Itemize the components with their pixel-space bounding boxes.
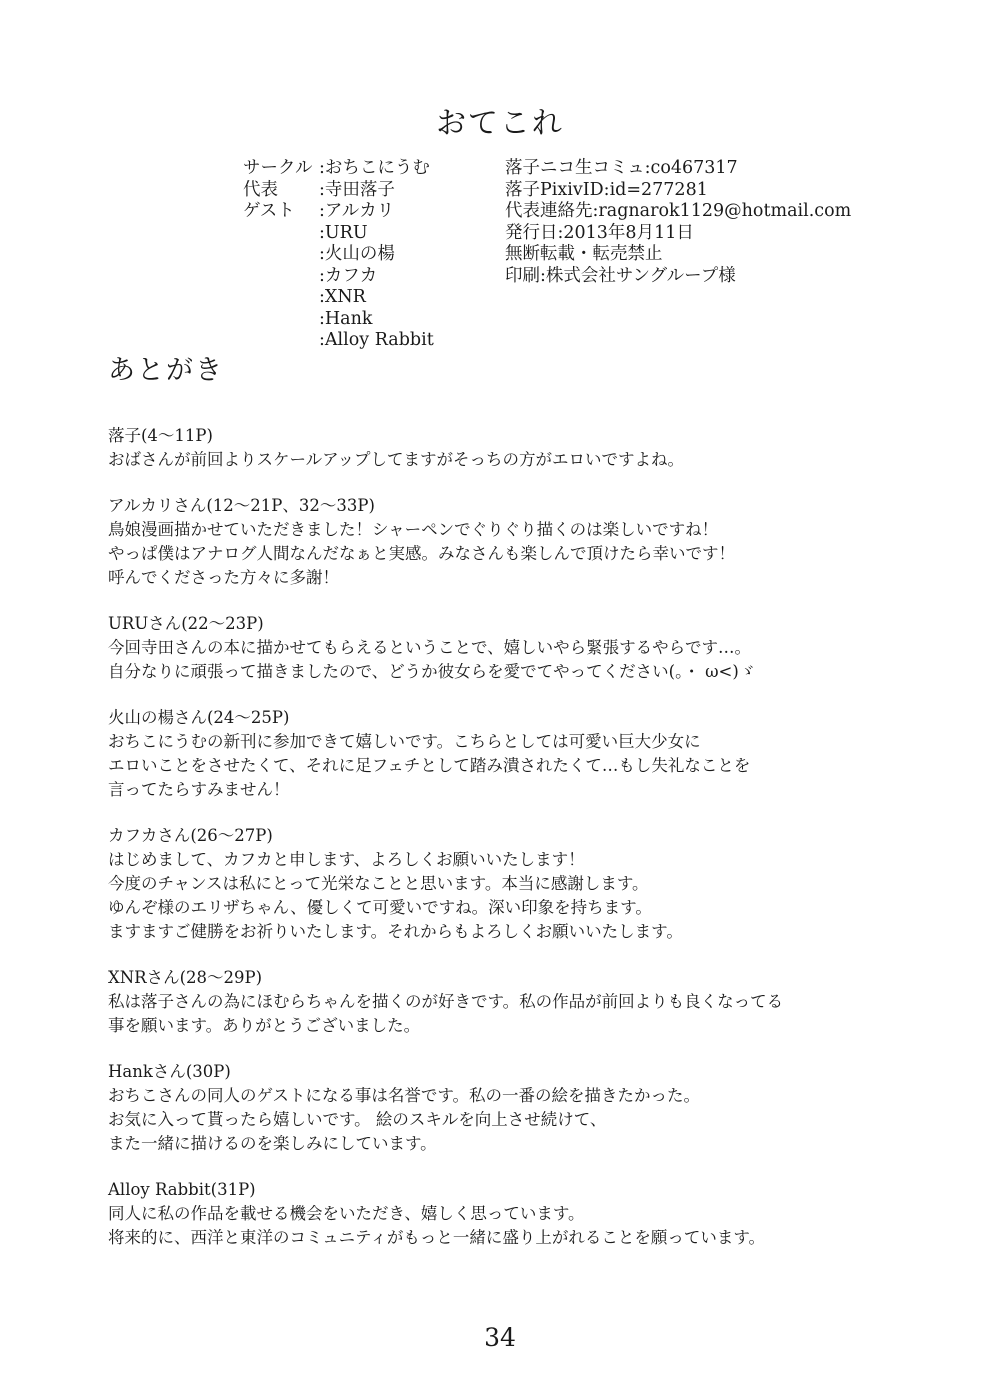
colophon-info-line: 代表連絡先:ragnarok1129@hotmail.com — [505, 201, 852, 221]
colophon-row — [243, 180, 505, 202]
afterword-entry — [108, 1060, 928, 1156]
colophon-row — [243, 244, 505, 266]
colophon-row — [243, 287, 505, 309]
colophon-value: URU — [324, 222, 368, 243]
afterword-entry-line: はじめまして、カフカと申します、よろしくお願いいたします！ — [108, 850, 585, 869]
colophon-info-line: 無断転載・転売禁止 — [505, 244, 663, 264]
afterword-entry-line: 言ってたらすみません！ — [108, 780, 290, 799]
afterword-entry — [108, 966, 928, 1038]
afterword-entry — [108, 424, 928, 472]
colophon-value: 寺田落子 — [324, 179, 395, 200]
afterword-entry-line: 将来的に、西洋と東洋のコミュニティがもっと一緒に盛り上がれることを願っています。 — [108, 1228, 766, 1247]
afterword-entry-line: エロいことをさせたくて、それに足フェチとして踏み潰されたくて…もし失礼なことを — [108, 756, 751, 775]
afterword-entry-line: 事を願います。ありがとうございました。 — [108, 1016, 421, 1035]
afterword-entry-line: 今回寺田さんの本に描かせてもらえるということで、嬉しいやら緊張するやらです…。 — [108, 638, 752, 657]
afterword-entry — [108, 706, 928, 802]
afterword-entry-line: 呼んでくださった方々に多謝！ — [108, 568, 339, 587]
afterword-entry-line: おばさんが前回よりスケールアップしてますがそっちの方がエロいですよね。 — [108, 450, 685, 469]
colophon-value: アルカリ — [324, 201, 395, 221]
page-number: 34 — [484, 1323, 516, 1352]
colophon-row — [243, 223, 505, 245]
afterword-entry-title: カフカさん(26〜27P) — [108, 826, 273, 845]
afterword-entry-line: また一緒に描けるのを楽しみにしています。 — [108, 1134, 437, 1153]
colophon-value: おちこにうむ — [324, 158, 430, 178]
colophon-left-column — [243, 158, 505, 352]
afterword-entry-line: やっぱ僕はアナログ人間なんだなぁと実感。みなさんも楽しんで頂けたら幸いです！ — [108, 544, 735, 563]
afterword-entry-line: 私は落子さんの為にほむらちゃんを描くのが好きです。私の作品が前回よりも良くなってる — [108, 992, 784, 1011]
colophon-row — [243, 158, 505, 180]
colophon-separator: : — [319, 330, 325, 350]
colophon-value: Hank — [324, 308, 373, 329]
afterword-entry-title: アルカリさん(12〜21P、32〜33P) — [108, 496, 375, 515]
afterword-entry — [108, 1178, 928, 1250]
afterword-entry-title: URUさん(22〜23P) — [108, 614, 264, 633]
afterword-heading: あとがき — [108, 355, 224, 386]
colophon-block — [243, 158, 943, 352]
colophon-value: XNR — [324, 287, 366, 307]
afterword-entries — [108, 424, 928, 1272]
colophon-separator: : — [319, 222, 325, 243]
colophon-label: サークル — [243, 158, 313, 178]
colophon-separator: : — [319, 201, 325, 221]
afterword-entry-title: 落子(4〜11P) — [108, 426, 213, 445]
colophon-info-line: 落子ニコ生コミュ:co467317 — [505, 158, 738, 178]
colophon-row — [243, 309, 505, 331]
afterword-entry-line: おちこにうむの新刊に参加できて嬉しいです。こちらとしては可愛い巨大少女に — [108, 732, 701, 751]
colophon-info-line: 印刷:株式会社サングループ様 — [505, 265, 736, 286]
afterword-entry — [108, 824, 928, 944]
afterword-entry-title: Hankさん(30P) — [108, 1062, 231, 1081]
page-title: おてこれ — [436, 106, 564, 141]
colophon-separator: : — [319, 158, 325, 178]
colophon-separator: : — [319, 244, 325, 264]
afterword-entry-line: 同人に私の作品を載せる機会をいただき、嬉しく思っています。 — [108, 1204, 585, 1223]
afterword-entry-line: 今度のチャンスは私にとって光栄なことと思います。本当に感謝します。 — [108, 874, 649, 893]
colophon-row — [243, 201, 505, 223]
colophon-separator: : — [319, 265, 325, 286]
afterword-entry-line: 自分なりに頑張って描きましたので、どうか彼女らを愛でてやってください(｡・ ω<)ゞ — [108, 662, 756, 681]
afterword-entry — [108, 494, 928, 590]
afterword-entry-line: ゆんぞ様のエリザちゃん、優しくて可愛いですね。深い印象を持ちます。 — [108, 898, 652, 917]
colophon-value: カフカ — [324, 265, 378, 286]
colophon-info-line: 発行日:2013年8月11日 — [505, 222, 694, 243]
colophon-info-line: 落子PixivID:id=277281 — [505, 179, 708, 200]
colophon-label: 代表 — [243, 179, 278, 200]
colophon-label: ゲスト — [243, 201, 295, 221]
afterword-entry — [108, 612, 928, 684]
colophon-separator: : — [319, 179, 325, 200]
colophon-value: 火山の楊 — [324, 244, 395, 264]
afterword-entry-line: お気に入って貰ったら嬉しいです。 絵のスキルを向上させ続けて、 — [108, 1110, 607, 1129]
afterword-entry-line: 鳥娘漫画描かせていただきました！シャーペンでぐりぐり描くのは楽しいですね！ — [108, 520, 719, 539]
colophon-right-column — [505, 158, 925, 352]
afterword-entry-title: Alloy Rabbit(31P) — [108, 1180, 256, 1199]
colophon-separator: : — [319, 287, 325, 307]
afterword-entry-line: おちこさんの同人のゲストになる事は名誉です。私の一番の絵を描きたかった。 — [108, 1086, 701, 1105]
colophon-row — [243, 330, 505, 352]
colophon-row — [243, 266, 505, 288]
colophon-separator: : — [319, 308, 325, 329]
afterword-entry-title: XNRさん(28〜29P) — [108, 968, 263, 987]
colophon-value: Alloy Rabbit — [324, 330, 434, 350]
afterword-entry-title: 火山の楊さん(24〜25P) — [108, 708, 290, 727]
afterword-entry-line: ますますご健勝をお祈りいたします。それからもよろしくお願いいたします。 — [108, 922, 683, 941]
